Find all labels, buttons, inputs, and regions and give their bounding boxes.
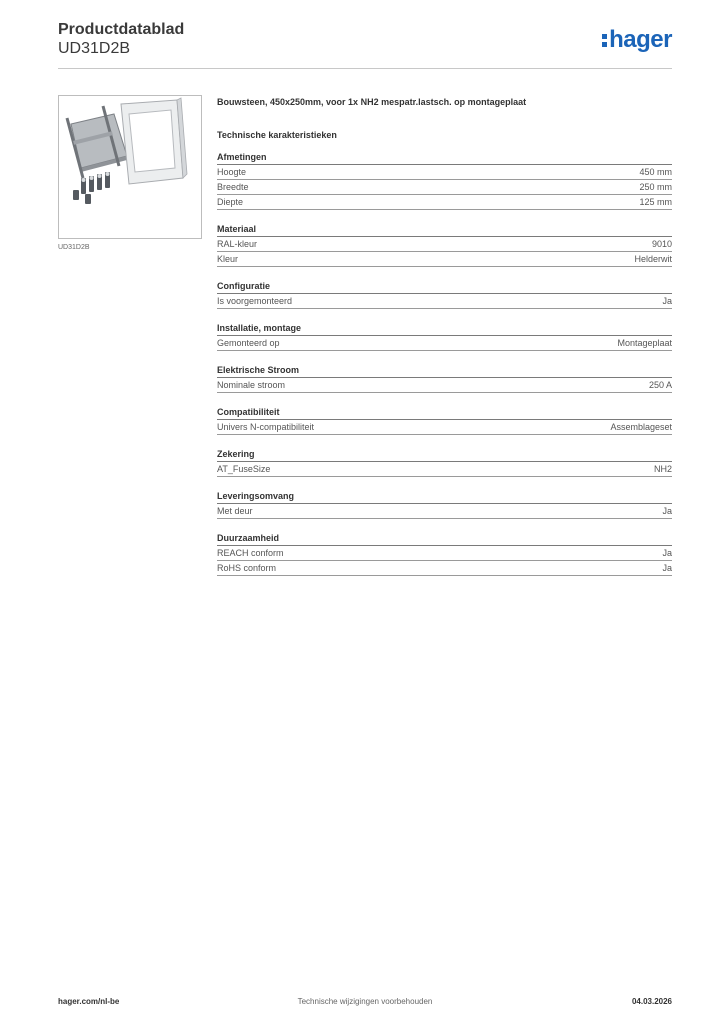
page-title: Productdatablad xyxy=(58,21,185,38)
section-title: Duurzaamheid xyxy=(217,532,672,546)
page-footer xyxy=(58,997,672,1011)
section-title: Afmetingen xyxy=(217,151,672,165)
section-title: Leveringsomvang xyxy=(217,490,672,504)
spec-row xyxy=(217,378,672,393)
section-title: Installatie, montage xyxy=(217,322,672,336)
spec-section xyxy=(217,490,672,519)
spec-value: Assemblageset xyxy=(610,422,672,432)
spec-value: 450 mm xyxy=(639,167,672,177)
logo-colon-mark xyxy=(602,31,608,49)
spec-value: Helderwit xyxy=(634,254,672,264)
spec-label: Diepte xyxy=(217,197,244,207)
spec-label: Breedte xyxy=(217,182,249,192)
spec-label: REACH conform xyxy=(217,548,284,558)
spec-section xyxy=(217,448,672,477)
spec-section xyxy=(217,322,672,351)
product-image xyxy=(58,95,202,239)
spec-section xyxy=(217,532,672,576)
spec-section xyxy=(217,406,672,435)
spec-label: Univers N-compatibiliteit xyxy=(217,422,315,432)
spec-section xyxy=(217,364,672,393)
page-header xyxy=(58,20,672,68)
spec-row xyxy=(217,294,672,309)
spec-label: Is voorgemonteerd xyxy=(217,296,293,306)
product-illustration xyxy=(59,96,201,238)
footer-date: 04.03.2026 xyxy=(631,997,672,1006)
spec-label: Met deur xyxy=(217,506,253,516)
footer-website: hager.com/nl-be xyxy=(58,997,120,1006)
spec-label: AT_FuseSize xyxy=(217,464,271,474)
spec-value: Ja xyxy=(662,563,672,573)
product-code: UD31D2B xyxy=(58,40,131,57)
spec-row xyxy=(217,237,672,252)
spec-label: RoHS conform xyxy=(217,563,277,573)
spec-section xyxy=(217,280,672,309)
section-title: Elektrische Stroom xyxy=(217,364,672,378)
spec-label: Hoogte xyxy=(217,167,247,177)
section-title: Configuratie xyxy=(217,280,672,294)
section-title: Zekering xyxy=(217,448,672,462)
spec-section xyxy=(217,151,672,210)
spec-value: Ja xyxy=(662,296,672,306)
spec-label: Kleur xyxy=(217,254,239,264)
spec-value: NH2 xyxy=(653,464,672,474)
spec-row xyxy=(217,180,672,195)
image-caption: UD31D2B xyxy=(58,244,90,251)
footer-notice: Technische wijzigingen voorbehouden xyxy=(297,997,433,1006)
hager-logo xyxy=(602,26,672,54)
spec-row xyxy=(217,165,672,180)
spec-row xyxy=(217,420,672,435)
spec-sections xyxy=(217,151,672,576)
spec-label: Nominale stroom xyxy=(217,380,286,390)
spec-row xyxy=(217,546,672,561)
header-divider xyxy=(58,68,672,69)
technical-characteristics-heading: Technische karakteristieken xyxy=(217,130,337,140)
spec-row xyxy=(217,561,672,576)
spec-row xyxy=(217,195,672,210)
spec-section xyxy=(217,223,672,267)
spec-value: 250 mm xyxy=(639,182,672,192)
logo-text: hager xyxy=(609,26,672,53)
spec-row xyxy=(217,504,672,519)
spec-value: Montageplaat xyxy=(617,338,672,348)
spec-row xyxy=(217,462,672,477)
spec-label: RAL-kleur xyxy=(217,239,258,249)
product-details xyxy=(217,95,672,589)
product-description: Bouwsteen, 450x250mm, voor 1x NH2 mespatr.lastsch. op montageplaat xyxy=(217,97,527,107)
spec-value: Ja xyxy=(662,548,672,558)
section-title: Compatibiliteit xyxy=(217,406,672,420)
spec-row xyxy=(217,336,672,351)
spec-value: 9010 xyxy=(651,239,672,249)
spec-value: 250 A xyxy=(648,380,672,390)
spec-label: Gemonteerd op xyxy=(217,338,280,348)
section-title: Materiaal xyxy=(217,223,672,237)
spec-value: Ja xyxy=(662,506,672,516)
spec-row xyxy=(217,252,672,267)
spec-value: 125 mm xyxy=(639,197,672,207)
